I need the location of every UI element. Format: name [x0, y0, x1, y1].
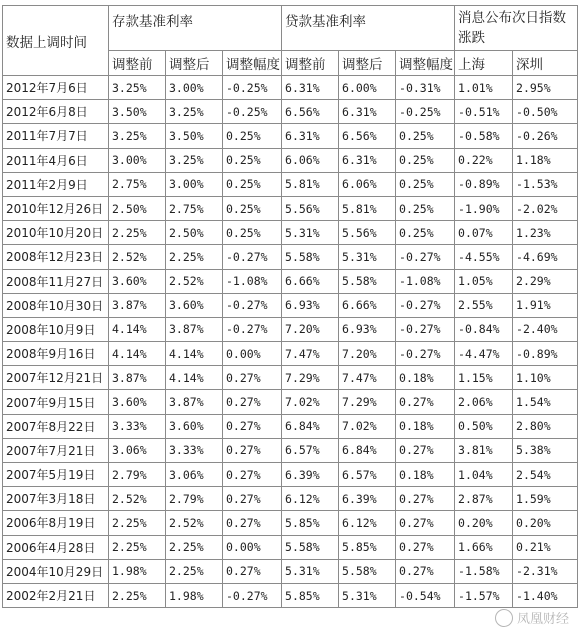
- cell-loan-after: 5.58%: [339, 559, 396, 583]
- cell-loan-change: -0.25%: [396, 100, 455, 124]
- cell-loan-change: 0.25%: [396, 172, 455, 196]
- cell-shenzhen: -2.02%: [513, 196, 578, 220]
- cell-date: 2012年6月8日: [3, 100, 109, 124]
- cell-loan-change: -0.31%: [396, 76, 455, 100]
- cell-loan-change: 0.27%: [396, 535, 455, 559]
- cell-loan-before: 6.12%: [282, 487, 339, 511]
- table-row: [3, 511, 578, 535]
- subheader-shanghai: 上海: [455, 51, 513, 76]
- cell-deposit-after: 3.87%: [166, 317, 223, 341]
- cell-shanghai: 0.22%: [455, 148, 513, 172]
- header-row-top: [3, 6, 578, 51]
- table-row: [3, 559, 578, 583]
- cell-loan-after: 6.12%: [339, 511, 396, 535]
- cell-deposit-after: 2.25%: [166, 245, 223, 269]
- cell-date: 2008年11月27日: [3, 269, 109, 293]
- header-loan-rate: 贷款基准利率: [282, 6, 455, 51]
- table-row: [3, 196, 578, 220]
- cell-loan-change: 0.18%: [396, 366, 455, 390]
- cell-deposit-before: 3.87%: [109, 293, 166, 317]
- cell-deposit-after: 2.52%: [166, 269, 223, 293]
- cell-shenzhen: 2.95%: [513, 76, 578, 100]
- cell-deposit-before: 3.00%: [109, 148, 166, 172]
- cell-loan-after: 7.29%: [339, 390, 396, 414]
- cell-deposit-change: -0.27%: [223, 245, 282, 269]
- cell-date: 2007年9月15日: [3, 390, 109, 414]
- cell-loan-after: 5.81%: [339, 196, 396, 220]
- cell-deposit-after: 3.60%: [166, 414, 223, 438]
- cell-deposit-change: 0.25%: [223, 124, 282, 148]
- cell-shenzhen: 1.10%: [513, 366, 578, 390]
- cell-loan-after: 6.39%: [339, 487, 396, 511]
- watermark-logo-icon: [495, 609, 513, 627]
- cell-date: 2010年12月26日: [3, 196, 109, 220]
- cell-loan-before: 5.56%: [282, 196, 339, 220]
- cell-deposit-before: 3.25%: [109, 76, 166, 100]
- cell-date: 2002年2月21日: [3, 583, 109, 607]
- cell-loan-change: 0.27%: [396, 511, 455, 535]
- cell-loan-before: 5.85%: [282, 511, 339, 535]
- cell-deposit-before: 2.52%: [109, 487, 166, 511]
- table-row: [3, 366, 578, 390]
- cell-date: 2004年10月29日: [3, 559, 109, 583]
- cell-loan-after: 5.31%: [339, 245, 396, 269]
- subheader-deposit-after: 调整后: [166, 51, 223, 76]
- cell-shenzhen: -2.40%: [513, 317, 578, 341]
- header-date: 数据上调时间: [3, 6, 109, 76]
- cell-deposit-change: -0.25%: [223, 100, 282, 124]
- cell-deposit-change: 0.27%: [223, 463, 282, 487]
- cell-loan-after: 6.31%: [339, 148, 396, 172]
- cell-deposit-after: 2.75%: [166, 196, 223, 220]
- cell-shenzhen: 5.38%: [513, 438, 578, 462]
- cell-shenzhen: 0.20%: [513, 511, 578, 535]
- cell-date: 2006年8月19日: [3, 511, 109, 535]
- cell-loan-change: -0.27%: [396, 342, 455, 366]
- cell-date: 2011年4月6日: [3, 148, 109, 172]
- cell-loan-after: 6.31%: [339, 100, 396, 124]
- table-row: [3, 221, 578, 245]
- cell-deposit-change: 0.25%: [223, 196, 282, 220]
- footer-strip: [120, 618, 320, 631]
- table-row: [3, 76, 578, 100]
- cell-loan-after: 7.02%: [339, 414, 396, 438]
- table-row: [3, 317, 578, 341]
- cell-deposit-after: 4.14%: [166, 342, 223, 366]
- cell-shenzhen: -0.89%: [513, 342, 578, 366]
- cell-shenzhen: 2.80%: [513, 414, 578, 438]
- table-row: [3, 414, 578, 438]
- header-market-change: 消息公布次日指数涨跌: [455, 6, 578, 51]
- cell-deposit-after: 3.33%: [166, 438, 223, 462]
- cell-loan-change: -0.54%: [396, 583, 455, 607]
- cell-shenzhen: -0.26%: [513, 124, 578, 148]
- cell-loan-before: 5.58%: [282, 535, 339, 559]
- cell-loan-change: 0.25%: [396, 196, 455, 220]
- cell-deposit-before: 3.50%: [109, 100, 166, 124]
- cell-loan-change: 0.25%: [396, 148, 455, 172]
- cell-deposit-before: 2.52%: [109, 245, 166, 269]
- table-row: [3, 342, 578, 366]
- cell-deposit-before: 2.25%: [109, 221, 166, 245]
- cell-deposit-change: 0.25%: [223, 148, 282, 172]
- cell-deposit-after: 3.60%: [166, 293, 223, 317]
- cell-deposit-before: 3.06%: [109, 438, 166, 462]
- cell-date: 2006年4月28日: [3, 535, 109, 559]
- cell-date: 2007年5月19日: [3, 463, 109, 487]
- cell-shanghai: -1.58%: [455, 559, 513, 583]
- cell-deposit-after: 3.50%: [166, 124, 223, 148]
- cell-date: 2011年2月9日: [3, 172, 109, 196]
- cell-date: 2011年7月7日: [3, 124, 109, 148]
- subheader-deposit-change: 调整幅度: [223, 51, 282, 76]
- cell-loan-change: -0.27%: [396, 293, 455, 317]
- cell-shenzhen: -1.40%: [513, 583, 578, 607]
- cell-deposit-after: 3.00%: [166, 76, 223, 100]
- cell-shanghai: 2.06%: [455, 390, 513, 414]
- cell-deposit-after: 2.79%: [166, 487, 223, 511]
- cell-shenzhen: 1.59%: [513, 487, 578, 511]
- table-row: [3, 124, 578, 148]
- cell-deposit-change: 0.27%: [223, 438, 282, 462]
- cell-loan-change: -0.27%: [396, 245, 455, 269]
- table-body: [3, 76, 578, 608]
- cell-deposit-after: 2.50%: [166, 221, 223, 245]
- cell-loan-after: 6.84%: [339, 438, 396, 462]
- cell-deposit-change: -1.08%: [223, 269, 282, 293]
- cell-shenzhen: -4.69%: [513, 245, 578, 269]
- table-row: [3, 463, 578, 487]
- cell-loan-after: 7.20%: [339, 342, 396, 366]
- cell-shanghai: 0.20%: [455, 511, 513, 535]
- cell-loan-change: 0.27%: [396, 487, 455, 511]
- cell-loan-after: 5.31%: [339, 583, 396, 607]
- subheader-shenzhen: 深圳: [513, 51, 578, 76]
- cell-loan-change: 0.27%: [396, 438, 455, 462]
- cell-loan-before: 6.93%: [282, 293, 339, 317]
- cell-deposit-change: 0.25%: [223, 172, 282, 196]
- cell-loan-change: 0.25%: [396, 124, 455, 148]
- subheader-loan-change: 调整幅度: [396, 51, 455, 76]
- cell-deposit-before: 2.25%: [109, 535, 166, 559]
- cell-deposit-after: 3.25%: [166, 148, 223, 172]
- cell-shenzhen: -1.53%: [513, 172, 578, 196]
- cell-loan-before: 5.58%: [282, 245, 339, 269]
- table-row: [3, 535, 578, 559]
- cell-shanghai: 3.81%: [455, 438, 513, 462]
- cell-deposit-before: 4.14%: [109, 317, 166, 341]
- cell-loan-change: 0.18%: [396, 414, 455, 438]
- cell-shanghai: -4.47%: [455, 342, 513, 366]
- cell-loan-before: 7.29%: [282, 366, 339, 390]
- cell-loan-change: 0.25%: [396, 221, 455, 245]
- cell-shanghai: 1.01%: [455, 76, 513, 100]
- watermark: [495, 608, 569, 627]
- cell-shanghai: 2.87%: [455, 487, 513, 511]
- cell-loan-after: 6.93%: [339, 317, 396, 341]
- cell-deposit-before: 3.25%: [109, 124, 166, 148]
- table-row: [3, 390, 578, 414]
- cell-loan-before: 6.06%: [282, 148, 339, 172]
- cell-date: 2008年10月30日: [3, 293, 109, 317]
- cell-loan-change: -1.08%: [396, 269, 455, 293]
- cell-deposit-after: 4.14%: [166, 366, 223, 390]
- cell-shanghai: 1.05%: [455, 269, 513, 293]
- cell-loan-before: 7.02%: [282, 390, 339, 414]
- table-row: [3, 583, 578, 607]
- cell-date: 2007年3月18日: [3, 487, 109, 511]
- cell-loan-before: 5.81%: [282, 172, 339, 196]
- table-row: [3, 438, 578, 462]
- cell-date: 2012年7月6日: [3, 76, 109, 100]
- cell-deposit-before: 3.87%: [109, 366, 166, 390]
- cell-loan-change: 0.27%: [396, 559, 455, 583]
- cell-shanghai: -1.57%: [455, 583, 513, 607]
- table-row: [3, 269, 578, 293]
- table-row: [3, 148, 578, 172]
- cell-loan-before: 5.85%: [282, 583, 339, 607]
- cell-deposit-after: 2.52%: [166, 511, 223, 535]
- cell-deposit-before: 3.60%: [109, 390, 166, 414]
- cell-deposit-change: -0.25%: [223, 76, 282, 100]
- cell-loan-after: 5.56%: [339, 221, 396, 245]
- table-row: [3, 293, 578, 317]
- cell-date: 2008年9月16日: [3, 342, 109, 366]
- cell-loan-before: 7.20%: [282, 317, 339, 341]
- table-row: [3, 172, 578, 196]
- table-row: [3, 487, 578, 511]
- cell-shanghai: -0.51%: [455, 100, 513, 124]
- cell-deposit-change: 0.27%: [223, 511, 282, 535]
- cell-deposit-before: 3.60%: [109, 269, 166, 293]
- cell-shenzhen: 1.91%: [513, 293, 578, 317]
- cell-deposit-change: -0.27%: [223, 293, 282, 317]
- cell-deposit-change: 0.25%: [223, 221, 282, 245]
- cell-shanghai: 1.15%: [455, 366, 513, 390]
- cell-loan-change: 0.18%: [396, 463, 455, 487]
- watermark-text: 凤凰财经: [516, 612, 569, 627]
- cell-loan-change: 0.27%: [396, 390, 455, 414]
- cell-deposit-change: 0.27%: [223, 366, 282, 390]
- cell-loan-after: 6.66%: [339, 293, 396, 317]
- cell-date: 2007年12月21日: [3, 366, 109, 390]
- cell-deposit-change: -0.27%: [223, 583, 282, 607]
- cell-deposit-after: 3.00%: [166, 172, 223, 196]
- cell-deposit-before: 4.14%: [109, 342, 166, 366]
- cell-shanghai: 0.07%: [455, 221, 513, 245]
- cell-shanghai: 2.55%: [455, 293, 513, 317]
- cell-date: 2008年12月23日: [3, 245, 109, 269]
- cell-loan-after: 5.85%: [339, 535, 396, 559]
- table-row: [3, 245, 578, 269]
- cell-deposit-after: 2.25%: [166, 535, 223, 559]
- cell-loan-after: 6.57%: [339, 463, 396, 487]
- cell-deposit-change: 0.27%: [223, 414, 282, 438]
- cell-shenzhen: 1.18%: [513, 148, 578, 172]
- cell-deposit-before: 2.79%: [109, 463, 166, 487]
- cell-deposit-before: 2.25%: [109, 583, 166, 607]
- cell-shenzhen: -2.31%: [513, 559, 578, 583]
- cell-shanghai: -0.89%: [455, 172, 513, 196]
- cell-shenzhen: 2.29%: [513, 269, 578, 293]
- cell-loan-before: 5.31%: [282, 559, 339, 583]
- cell-shenzhen: -0.50%: [513, 100, 578, 124]
- cell-shanghai: 1.66%: [455, 535, 513, 559]
- cell-shenzhen: 1.23%: [513, 221, 578, 245]
- cell-deposit-before: 3.33%: [109, 414, 166, 438]
- cell-loan-before: 6.31%: [282, 124, 339, 148]
- cell-loan-before: 7.47%: [282, 342, 339, 366]
- cell-shanghai: 1.04%: [455, 463, 513, 487]
- cell-date: 2010年10月20日: [3, 221, 109, 245]
- cell-loan-before: 6.31%: [282, 76, 339, 100]
- cell-shanghai: -0.84%: [455, 317, 513, 341]
- cell-loan-after: 6.00%: [339, 76, 396, 100]
- cell-deposit-after: 3.87%: [166, 390, 223, 414]
- cell-loan-after: 5.58%: [339, 269, 396, 293]
- cell-date: 2007年8月22日: [3, 414, 109, 438]
- cell-deposit-change: 0.00%: [223, 535, 282, 559]
- cell-loan-before: 6.57%: [282, 438, 339, 462]
- subheader-deposit-before: 调整前: [109, 51, 166, 76]
- cell-deposit-after: 3.06%: [166, 463, 223, 487]
- cell-deposit-change: -0.27%: [223, 317, 282, 341]
- cell-deposit-change: 0.27%: [223, 559, 282, 583]
- cell-shanghai: -4.55%: [455, 245, 513, 269]
- cell-shenzhen: 2.54%: [513, 463, 578, 487]
- cell-deposit-before: 1.98%: [109, 559, 166, 583]
- cell-loan-after: 6.06%: [339, 172, 396, 196]
- cell-deposit-change: 0.27%: [223, 487, 282, 511]
- cell-shanghai: -1.90%: [455, 196, 513, 220]
- table-row: [3, 100, 578, 124]
- cell-loan-after: 7.47%: [339, 366, 396, 390]
- cell-deposit-before: 2.25%: [109, 511, 166, 535]
- cell-deposit-after: 3.25%: [166, 100, 223, 124]
- cell-deposit-after: 2.25%: [166, 559, 223, 583]
- cell-date: 2007年7月21日: [3, 438, 109, 462]
- rate-table: [2, 5, 578, 608]
- cell-deposit-before: 2.75%: [109, 172, 166, 196]
- cell-loan-before: 6.56%: [282, 100, 339, 124]
- cell-shenzhen: 0.21%: [513, 535, 578, 559]
- cell-loan-after: 6.56%: [339, 124, 396, 148]
- subheader-loan-before: 调整前: [282, 51, 339, 76]
- cell-loan-before: 6.66%: [282, 269, 339, 293]
- cell-shanghai: -0.58%: [455, 124, 513, 148]
- cell-deposit-change: 0.27%: [223, 390, 282, 414]
- cell-date: 2008年10月9日: [3, 317, 109, 341]
- cell-loan-change: -0.27%: [396, 317, 455, 341]
- cell-loan-before: 6.39%: [282, 463, 339, 487]
- subheader-loan-after: 调整后: [339, 51, 396, 76]
- cell-shenzhen: 1.54%: [513, 390, 578, 414]
- cell-loan-before: 5.31%: [282, 221, 339, 245]
- cell-loan-before: 6.84%: [282, 414, 339, 438]
- header-deposit-rate: 存款基准利率: [109, 6, 282, 51]
- cell-deposit-change: 0.00%: [223, 342, 282, 366]
- cell-deposit-after: 1.98%: [166, 583, 223, 607]
- cell-deposit-before: 2.50%: [109, 196, 166, 220]
- cell-shanghai: 0.50%: [455, 414, 513, 438]
